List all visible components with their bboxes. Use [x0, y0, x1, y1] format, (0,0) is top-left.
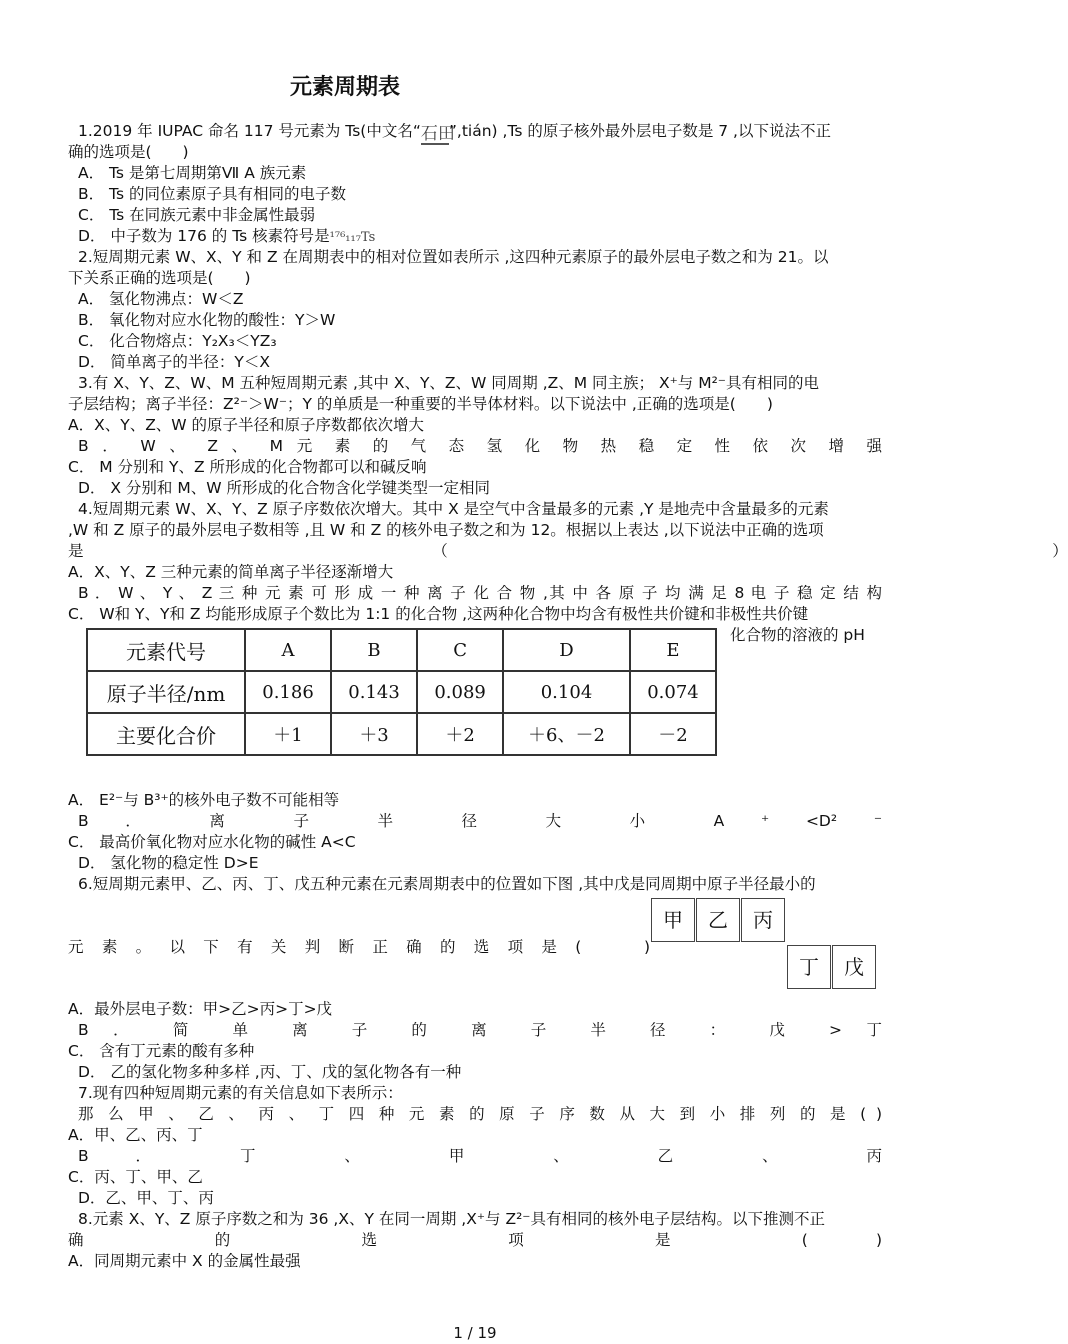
q4-option-c: C． W和 Y、Y和 Z 均能形成原子个数比为 1:1 的化合物 ,这两种化合物中均含有极性共价键和非极性共价键 [68, 605, 809, 623]
q3-option-b: B ． W 、 Z 、 M 元 素 的 气 态 氢 化 物 热 稳 定 性 依 次 增 强 [78, 437, 882, 455]
table-cell: ＋3 [331, 713, 417, 755]
q2-option-c: C． 化合物熔点：Y₂X₃＜YZ₃ [78, 332, 277, 350]
q7-option-d: D．乙、甲、丁、丙 [78, 1189, 214, 1207]
table-row [87, 713, 716, 755]
table-cell: ＋6、－2 [503, 713, 630, 755]
table-cell: C [417, 629, 503, 671]
q2-option-a: A． 氢化物沸点：W＜Z [78, 290, 244, 308]
table-cell: －2 [630, 713, 716, 755]
table-row [87, 671, 716, 713]
q8-option-a: A．同周期元素中 X 的金属性最强 [68, 1252, 301, 1270]
q7-option-a: A．甲、乙、丙、丁 [68, 1126, 203, 1144]
table-cell: 0.074 [630, 671, 716, 713]
q4-option-a: A．X、Y、Z 三种元素的简单离子半径逐渐增大 [68, 563, 394, 581]
table-cell: 0.143 [331, 671, 417, 713]
q1-option-b: B． Ts 的同位素原子具有相同的电子数 [78, 185, 346, 203]
table-cell: 0.186 [245, 671, 331, 713]
q2-option-d: D． 简单离子的半径：Y＜X [78, 353, 270, 371]
ts-nuclide-symbol: ¹⁷⁶₁₁₇Ts [329, 230, 376, 245]
q8-stem-line-2: 确 的 选 项 是 ( ) [68, 1231, 882, 1249]
q7-stem-line-1: 7.现有四种短周期元素的有关信息如下表所示： [78, 1084, 403, 1102]
q4-option-d-fragment: 化合物的溶液的 pH [730, 626, 865, 644]
table-cell: 元素代号 [87, 629, 245, 671]
q4-stem-line-1: 4.短周期元素 W、X、Y、Z 原子序数依次增大。其中 X 是空气中含量最多的元素 ,Y 是地壳中含量最多的元素 [78, 500, 829, 518]
q6-option-b: B ． 简 单 离 子 的 离 子 半 径 ： 戊 > 丁 [78, 1021, 882, 1039]
q4-stem-line-2: ,W 和 Z 原子的最外层电子数相等 ,且 W 和 Z 的核外电子数之和为 12。根据以上表达 ,以下说法中正确的选项 [68, 521, 824, 539]
q7-option-b: B ． 丁 、 甲 、 乙 、 丙 [78, 1147, 882, 1165]
q6-option-a: A．最外层电子数：甲>乙>丙>丁>戊 [68, 1000, 333, 1018]
q4-stem-line-3: 是 （ ） [68, 542, 1068, 560]
q3-stem-line-2: 子层结构；离子半径：Z²⁻＞W⁻；Y 的单质是一种重要的半导体材料。以下说法中 ,正确的选项是( ) [68, 395, 773, 413]
q6-option-c: C． 含有丁元素的酸有多种 [68, 1042, 255, 1060]
q8-stem-line-1: 8.元素 X、Y、Z 原子序数之和为 36 ,X、Y 在同一周期 ,X⁺与 Z²⁻具有相同的核外电子层结构。以下推测不正 [78, 1210, 825, 1228]
q1-option-c: C． Ts 在同族元素中非金属性最弱 [78, 206, 316, 224]
q1-option-d: D． 中子数为 176 的 Ts 核素符号是¹⁷⁶₁₁₇Ts [78, 227, 376, 245]
table-cell: B [331, 629, 417, 671]
table-cell: D [503, 629, 630, 671]
table-cell: A [245, 629, 331, 671]
table-cell: 原子半径/nm [87, 671, 245, 713]
q1-option-a: A． Ts 是第七周期第Ⅶ A 族元素 [78, 164, 307, 182]
q7-stem-line-2: 那 么 甲 、 乙 、 丙 、 丁 四 种 元 素 的 原 子 序 数 从 大 到 小 排 列 的 是 ( ) [78, 1105, 882, 1123]
q5-option-a: A． E²⁻与 B³⁺的核外电子数不可能相等 [68, 791, 340, 809]
table-cell: 0.104 [503, 671, 630, 713]
table-row [87, 629, 716, 671]
grid-cell-wu: 戊 [832, 945, 876, 989]
table-cell: 主要化合价 [87, 713, 245, 755]
tian-character-image: 石田 [420, 124, 455, 144]
grid-cell-jia: 甲 [651, 898, 695, 942]
q2-stem-line-2: 下关系正确的选项是( ) [68, 269, 251, 287]
q5-option-d: D． 氢化物的稳定性 D>E [78, 854, 259, 872]
q6-option-d: D． 乙的氢化物多种多样 ,丙、丁、戊的氢化物各有一种 [78, 1063, 462, 1081]
q4-option-b: B ． W 、 Y 、 Z 三 种 元 素 可 形 成 一 种 离 子 化 合 物 ,其 中 各 原 子 均 满 足 8 电 子 稳 定 结 构 [78, 584, 882, 602]
table-cell: ＋2 [417, 713, 503, 755]
q2-option-b: B． 氧化物对应水化物的酸性：Y＞W [78, 311, 336, 329]
q7-option-c: C．丙、丁、甲、乙 [68, 1168, 203, 1186]
element-data-table [86, 628, 717, 756]
q3-option-d: D． X 分别和 M、W 所形成的化合物含化学键类型一定相同 [78, 479, 490, 497]
table-cell: ＋1 [245, 713, 331, 755]
grid-cell-ding: 丁 [787, 945, 831, 989]
q1-stem-line-2: 确的选项是( ) [68, 143, 189, 161]
q3-option-a: A．X、Y、Z、W 的原子半径和原子序数都依次增大 [68, 416, 425, 434]
table-cell: 0.089 [417, 671, 503, 713]
table-cell: E [630, 629, 716, 671]
q5-option-c: C． 最高价氧化物对应水化物的碱性 A<C [68, 833, 356, 851]
q3-option-c: C． M 分别和 Y、Z 所形成的化合物都可以和碱反响 [68, 458, 427, 476]
q6-stem-line-1: 6.短周期元素甲、乙、丙、丁、戊五种元素在元素周期表中的位置如下图 ,其中戊是同周期中原子半径最小的 [78, 875, 816, 893]
page-number: 1 / 19 [453, 1324, 497, 1342]
grid-cell-yi: 乙 [696, 898, 740, 942]
q2-stem-line-1: 2.短周期元素 W、X、Y 和 Z 在周期表中的相对位置如表所示 ,这四种元素原子的最外层电子数之和为 21。以 [78, 248, 829, 266]
page-title: 元素周期表 [289, 75, 400, 100]
q1-stem-line-1: 1.2019 年 IUPAC 命名 117 号元素为 Ts(中文名“石田”,tián) ,Ts 的原子核外最外层电子数是 7 ,以下说法不正 [78, 122, 831, 144]
q5-option-b: B ． 离 子 半 径 大 小 A ⁺ <D² ⁻ [78, 812, 882, 830]
q3-stem-line-1: 3.有 X、Y、Z、W、M 五种短周期元素 ,其中 X、Y、Z、W 同周期 ,Z、M 同主族； X⁺与 M²⁻具有相同的电 [78, 374, 819, 392]
q6-stem-line-2: 元 素 。 以 下 有 关 判 断 正 确 的 选 项 是 ( ) [68, 938, 650, 956]
grid-cell-bing: 丙 [741, 898, 785, 942]
